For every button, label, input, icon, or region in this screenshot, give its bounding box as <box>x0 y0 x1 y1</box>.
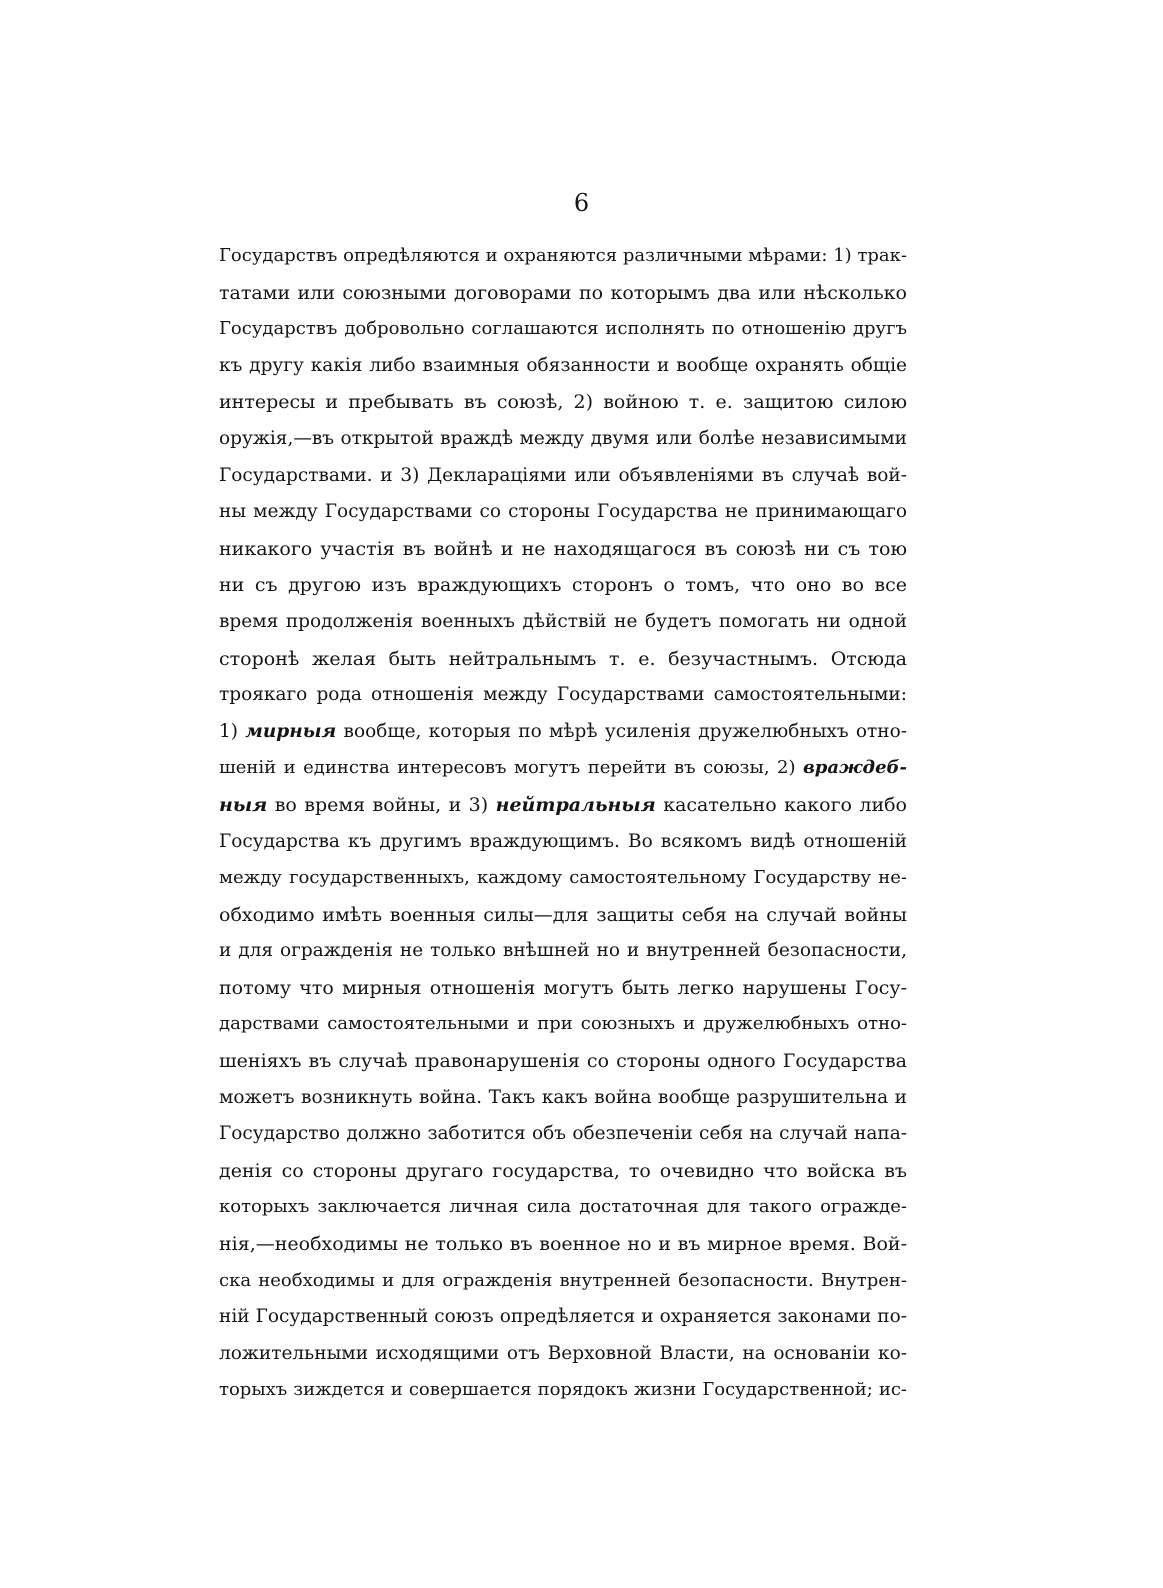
text-span: шеній и единства интересовъ могутъ перейти въ союзы, 2) <box>219 757 803 779</box>
text-span: ска необходимы и для огражденія внутренней безопасности. Внутрен- <box>219 1269 907 1291</box>
text-span: интересы и пребывать въ союзѣ, 2) войною т. е. защитою силою <box>219 391 907 414</box>
text-span: татами или союзными договорами по которымъ два или нѣсколько <box>219 281 907 304</box>
text-span: Государствъ опредѣляются и охраняются различными мѣрами: 1) трак- <box>219 245 907 266</box>
text-span: торыхъ зиждется и совершается порядокъ жизни Государственной; ис- <box>219 1379 907 1401</box>
text-line <box>219 348 907 385</box>
text-span: оружія,—въ открытой враждѣ между двумя или болѣе независимыми <box>219 427 907 449</box>
italic-term: мирныя <box>245 720 337 742</box>
text-line <box>219 860 907 897</box>
text-line <box>219 1153 907 1190</box>
page-number: 6 <box>573 189 590 217</box>
text-span: ни съ другою изъ враждующихъ сторонъ о томъ, что оно во все <box>219 574 907 597</box>
text-line <box>219 275 907 312</box>
text-span: потому что мирныя отношенія могутъ быть легко нарушены Госу- <box>219 976 907 999</box>
text-span: Государствами. и 3) Декларацiями или объявленiями въ случаѣ вой- <box>219 464 907 486</box>
text-line <box>219 1043 907 1080</box>
text-line <box>219 238 907 275</box>
text-span: денія со стороны другаго государства, то очевидно что войска въ <box>219 1159 907 1182</box>
text-line <box>219 824 907 861</box>
text-line <box>219 458 907 495</box>
text-span: которыхъ заключается личная сила достаточная для такого огражде- <box>219 1196 907 1218</box>
text-line <box>219 1189 907 1226</box>
text-line <box>219 714 907 751</box>
text-line <box>219 567 907 604</box>
text-line <box>219 604 907 641</box>
text-span: нія,—необходимы не только въ военное но и въ мирное время. Вой- <box>219 1233 907 1256</box>
text-line <box>219 421 907 458</box>
text-line <box>219 1299 907 1336</box>
text-line <box>219 1372 907 1409</box>
text-span: шеніяхъ въ случаѣ правонарушенія со стороны одного Государства <box>219 1050 907 1073</box>
italic-term: ныя <box>219 793 268 816</box>
text-line <box>219 933 907 970</box>
text-line <box>219 750 907 787</box>
text-line <box>219 1080 907 1117</box>
text-span: ложительными исходящими отъ Верховной Власти, на основаніи ко- <box>219 1342 907 1364</box>
text-span: никакого участія въ войнѣ и не находящагося въ союзѣ ни съ тою <box>219 537 907 560</box>
text-line <box>219 787 907 824</box>
text-line <box>219 1336 907 1373</box>
text-span: касательно какого либо <box>655 793 908 816</box>
text-line <box>219 494 907 531</box>
body-text <box>219 238 907 1409</box>
text-span: между государственныхъ, каждому самостоятельному Государству не- <box>219 867 907 889</box>
text-span: можетъ возникнуть война. Такъ какъ война вообще разрушительна и <box>219 1086 907 1108</box>
text-span: вообще, которыя по мѣрѣ усиленія дружелюбныхъ отно- <box>336 720 907 742</box>
text-span: Государство должно заботится объ обезпеченіи себя на случай напа- <box>219 1123 907 1145</box>
text-line <box>219 641 907 678</box>
italic-term: враждеб- <box>802 757 907 779</box>
text-line <box>219 311 907 348</box>
text-line <box>219 677 907 714</box>
text-line <box>219 1006 907 1043</box>
text-span: сторонѣ желая быть нейтральнымъ т. е. безучастнымъ. Отсюда <box>219 647 907 670</box>
text-span: и для огражденія не только внѣшней но и внутренней безопасности, <box>219 940 907 962</box>
text-line <box>219 1263 907 1300</box>
text-span: къ другу какія либо взаимныя обязанности и вообще охранять общіе <box>219 354 907 376</box>
text-line <box>219 897 907 934</box>
text-span: 1) <box>219 720 246 742</box>
text-line <box>219 1226 907 1263</box>
text-span: Государствъ добровольно соглашаются исполнять по отношенію другъ <box>219 318 907 340</box>
italic-term: нейтральныя <box>495 793 656 816</box>
text-span: Государства къ другимъ враждующимъ. Во всякомъ видѣ отношеній <box>219 830 907 852</box>
text-span: во время войны, и 3) <box>267 793 496 816</box>
text-span: троякаго рода отношенія между Государствами самостоятельными: <box>219 684 907 706</box>
text-line <box>219 531 907 568</box>
text-span: время продолженія военныхъ дѣйствій не будетъ помогать ни одной <box>219 610 907 632</box>
text-line <box>219 384 907 421</box>
text-span: обходимо имѣть военныя силы—для защиты себя на случай войны <box>219 903 907 926</box>
text-span: ны между Государствами со стороны Государства не принимающаго <box>219 501 907 523</box>
text-line <box>219 970 907 1007</box>
text-span: дарствами самостоятельными и при союзныхъ и дружелюбныхъ отно- <box>219 1013 907 1035</box>
text-line <box>219 1116 907 1153</box>
text-span: ній Государственный союзъ опредѣляется и охраняется законами по- <box>219 1306 907 1328</box>
